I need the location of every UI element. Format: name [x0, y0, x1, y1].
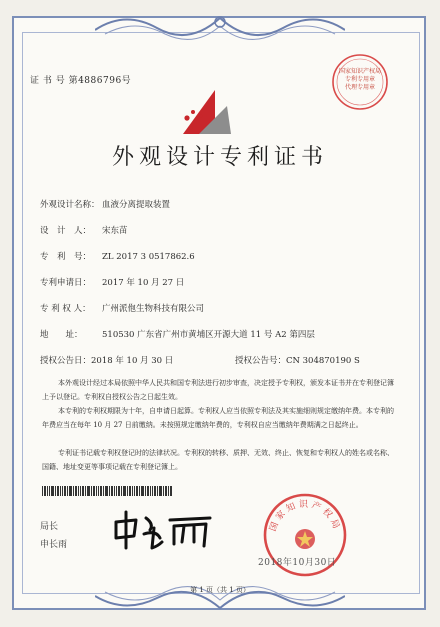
field-label: 地 址：: [40, 330, 83, 340]
field-label: 设 计 人：: [40, 226, 92, 236]
field-label: 专利申请日：: [40, 278, 92, 288]
field-value: 2017 年 10 月 27 日: [102, 278, 185, 288]
field-value: ZL 2017 3 0517862.6: [102, 252, 195, 262]
director-signature-icon: [110, 508, 220, 552]
agency-seal-line-1: 国家知识产权局: [338, 68, 381, 75]
bottom-ornament: [95, 578, 345, 616]
field-value: 510530 广东省广州市黄埔区开源大道 11 号 A2 第四层: [102, 330, 315, 340]
agency-seal-line-2: 专利专用章: [344, 76, 375, 83]
agency-seal: [330, 52, 390, 112]
patent-office-emblem-icon: [175, 82, 239, 146]
field-application-date: [40, 276, 184, 288]
page-number: 第 1 页（共 1 页）: [190, 586, 250, 594]
paragraph-grant: 本外观设计经过本局依照中华人民共和国专利法进行初步审查，决定授予专利权，颁发本证书并在专利登记簿上予以登记。专利权自授权公告之日起生效。: [42, 379, 394, 401]
grant-announcement-number: 授权公告号：CN 304870190 S: [235, 356, 360, 366]
barcode-icon: [42, 486, 172, 496]
field-label: 外观设计名称：: [40, 200, 100, 210]
field-value: 广州派佨生物科技有限公司: [102, 304, 205, 314]
agency-seal-line-3: 代理专用章: [344, 84, 375, 91]
field-value: 血液分离提取装置: [102, 200, 171, 210]
certificate-number: 证 书 号 第4886796号: [30, 76, 132, 86]
seal-date: 2018年10月30日: [258, 558, 337, 568]
signature-name: 申长雨: [40, 540, 68, 550]
certificate-title: 外观设计专利证书: [111, 145, 328, 170]
grant-announcement-date: 授权公告日：2018 年 10 月 30 日: [40, 356, 174, 366]
field-patent-number: [40, 250, 195, 262]
field-patentee: [40, 302, 204, 314]
paragraph-term: 本专利的专利权期限为十年，自申请日起算。专利权人应当依照专利法及其实施细则规定缴纳年费。本专利的年费应当在每年 10 月 27 日前缴纳。未按照规定缴纳年费的，专利权自应当缴纳年费期满之日起终止。: [42, 407, 394, 429]
field-label: 专 利 号：: [40, 252, 92, 262]
gov-seal-text: 国家知识产权局: [268, 500, 342, 533]
field-designer: [40, 224, 128, 236]
paragraph-legal-status: 专利证书记载专利权登记时的法律状况。专利权的转移、质押、无效、终止、恢复和专利权人的姓名或名称、国籍、地址变更等事项记载在专利登记簿上。: [42, 449, 394, 471]
field-label: 专 利 权 人：: [40, 304, 91, 314]
top-ornament: [95, 8, 345, 50]
field-address: [40, 328, 315, 340]
field-value: 宋东苗: [102, 226, 128, 236]
signature-title: 局长: [40, 522, 59, 532]
field-design-name: [40, 198, 170, 210]
